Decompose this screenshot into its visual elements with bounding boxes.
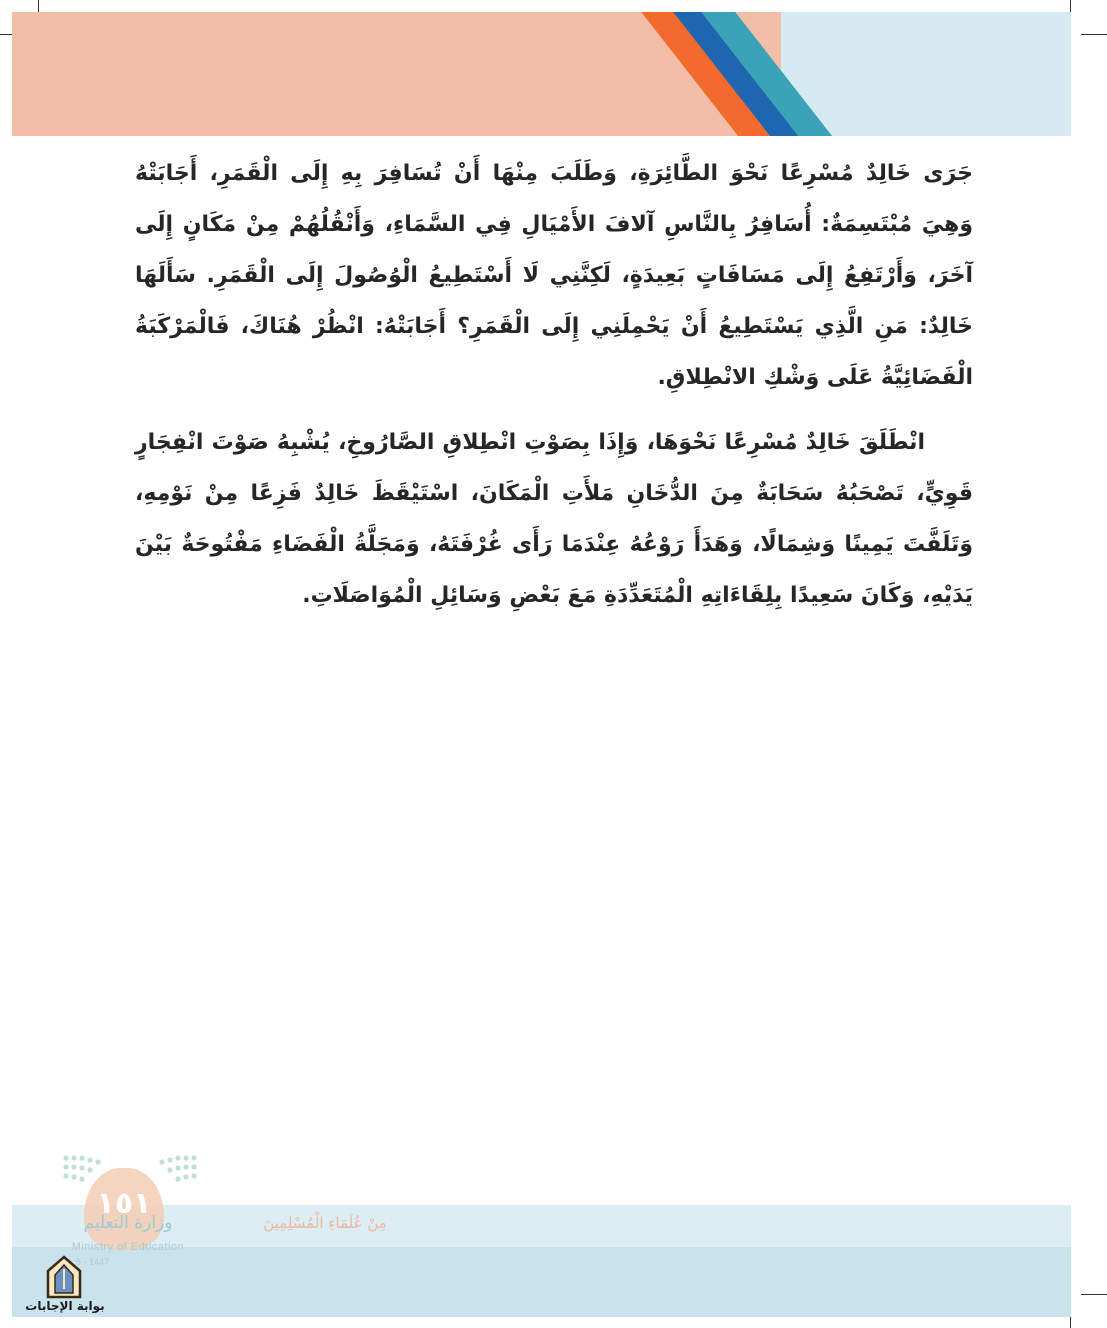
footer-band-lower [12,1247,1071,1317]
unit-title: مِنْ عُلَمَاءِ الْمُسْلِمِينَ [263,1214,387,1232]
story-paragraph-1: جَرَى خَالِدٌ مُسْرِعًا نَحْوَ الطَّائِرَةِ، وَطَلَبَ مِنْهَا أَنْ تُسَافِرَ بِهِ إِلَى الْقَمَرِ، أَجَابَتْهُ وَهِيَ مُبْتَسِمَةٌ: أُسَافِرُ بِالنَّاسِ آلافَ الأَمْيَالِ فِي السَّمَاءِ، وَأَنْقُلُهُمْ مِنْ مَكَانٍ إِلَى آخَرَ، وَأَرْتَفِعُ إِلَى مَسَافَاتٍ بَعِيدَةٍ، لَكِنَّنِي لَا أَسْتَطِيعُ الْوُصُولَ إِلَى الْقَمَرِ. سَأَلَهَا خَالِدٌ: مَنِ الَّذِي يَسْتَطِيعُ أَنْ يَحْمِلَنِي إِلَى الْقَمَرِ؟ أَجَابَتْهُ: انْظُرْ هُنَاكَ، فَالْمَرْكَبَةُ الْفَضَائِيَّةُ عَلَى وَشْكِ الانْطِلاقِ. [135,161,973,390]
story-text [135,148,973,635]
watermark-label: بوابة الإجابات [25,1299,105,1313]
ministry-year: 5 - 1447 [76,1257,110,1267]
page-number: ١٥١ [96,1186,152,1221]
crop-mark [1081,34,1107,35]
story-paragraph-2: انْطَلَقَ خَالِدٌ مُسْرِعًا نَحْوَهَا، وَإِذَا بِصَوْتِ انْطِلاقِ الصَّارُوخِ، يُشْبِهُ صَوْتَ انْفِجَارٍ قَوِيٍّ، تَصْحَبُهُ سَحَابَةٌ مِنَ الدُّخَانِ مَلأَتِ الْمَكَانَ، اسْتَيْقَظَ خَالِدٌ فَزِعًا مِنْ نَوْمِهِ، وَتَلَفَّتَ يَمِينًا وَشِمَالًا، وَهَدَأَ رَوْعُهُ عِنْدَمَا رَأَى غُرْفَتَهُ، وَمَجَلَّةُ الْفَضَاءِ مَفْتُوحَةٌ بَيْنَ يَدَيْهِ، وَكَانَ سَعِيدًا بِلِقَاءَاتِهِ الْمُتَعَدِّدَةِ مَعَ بَعْضِ وَسَائِلِ الْمُوَاصَلَاتِ. [135,430,973,608]
header-band [12,12,1071,136]
ministry-name-en: Ministry of Education [71,1241,185,1253]
header-pale-panel [781,12,1071,136]
ministry-name-ar: وزارة التعليم [83,1213,173,1233]
pen-nib-icon [44,1255,84,1299]
crop-mark [1081,1294,1107,1295]
